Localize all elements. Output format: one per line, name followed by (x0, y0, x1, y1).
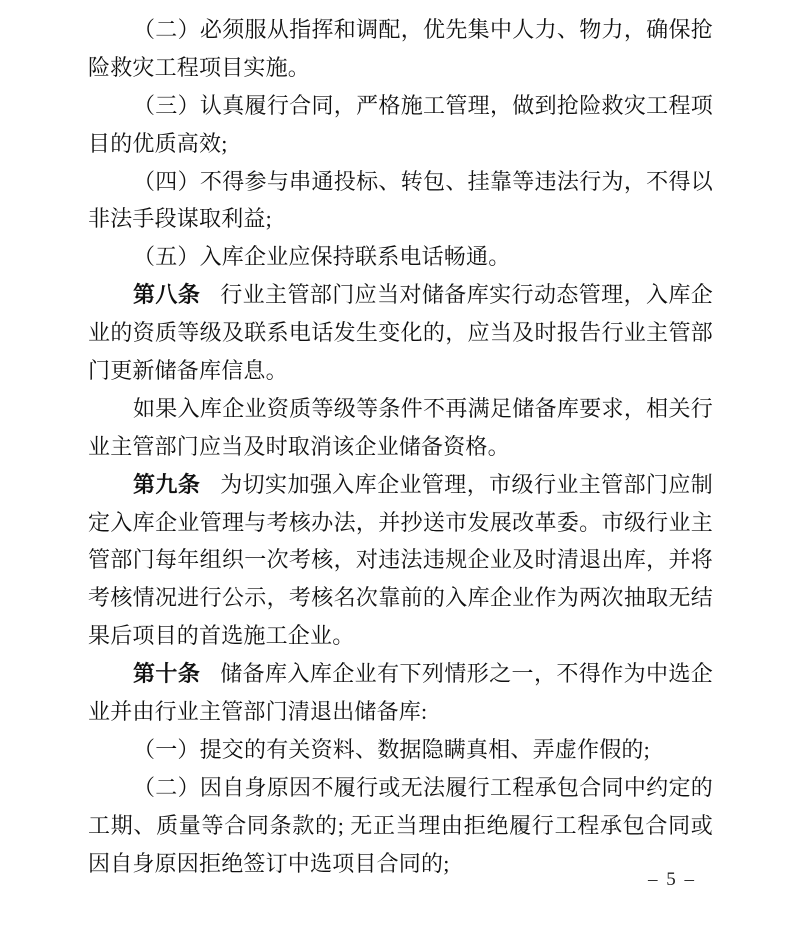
line-text: （五）入库企业应保持联系电话畅通。 (133, 244, 511, 270)
doc-line (88, 125, 713, 163)
line-text: 业并由行业主管部门清退出储备库: (88, 699, 428, 725)
doc-line (88, 731, 713, 769)
doc-line (88, 541, 713, 579)
line-text: 非法手段谋取利益; (88, 206, 272, 232)
doc-line (88, 579, 713, 617)
doc-line (88, 11, 713, 49)
document-body (88, 11, 713, 882)
line-text: 定入库企业管理与考核办法，并抄送市发展改革委。市级行业主 (88, 509, 713, 535)
doc-line (88, 352, 713, 390)
line-text: （四）不得参与串通投标、转包、挂靠等违法行为，不得以 (133, 168, 713, 194)
doc-line (88, 807, 713, 845)
line-text: （二）因自身原因不履行或无法履行工程承包合同中约定的 (133, 774, 713, 800)
line-text: （一）提交的有关资料、数据隐瞒真相、弄虚作假的; (133, 736, 650, 762)
line-text: 业主管部门应当及时取消该企业储备资格。 (88, 433, 510, 459)
line-text: 管部门每年组织一次考核，对违法违规企业及时清退出库，并将 (88, 547, 713, 573)
line-text: 如果入库企业资质等级等条件不再满足储备库要求，相关行 (133, 395, 713, 421)
line-text: 门更新储备库信息。 (88, 358, 288, 384)
doc-line (88, 655, 713, 693)
doc-line (88, 200, 713, 238)
doc-line (88, 845, 713, 883)
line-text: 果后项目的首选施工企业。 (88, 623, 355, 649)
doc-line (88, 163, 713, 201)
article-heading: 第十条 (133, 661, 201, 687)
line-text: 目的优质高效; (88, 130, 228, 156)
doc-line (88, 49, 713, 87)
line-text: （二）必须服从指挥和调配，优先集中人力、物力，确保抢 (133, 17, 713, 42)
line-text: 考核情况进行公示，考核名次靠前的入库企业作为两次抽取无结 (88, 585, 713, 611)
doc-line (88, 428, 713, 466)
doc-line (88, 238, 713, 276)
article-heading: 第九条 (133, 471, 201, 497)
doc-line (88, 466, 713, 504)
line-text: 为切实加强入库企业管理，市级行业主管部门应制 (220, 471, 713, 497)
doc-line (88, 276, 713, 314)
line-text: 工期、质量等合同条款的; 无正当理由拒绝履行工程承包合同或 (88, 812, 713, 838)
line-text: 险救灾工程项目实施。 (88, 54, 311, 80)
line-text: 因自身原因拒绝签订中选项目合同的; (88, 850, 450, 876)
doc-line (88, 693, 713, 731)
doc-line (88, 504, 713, 542)
line-text: 行业主管部门应当对储备库实行动态管理，入库企 (220, 282, 713, 308)
doc-line (88, 314, 713, 352)
article-heading: 第八条 (133, 282, 201, 308)
doc-line (88, 87, 713, 125)
doc-line (88, 769, 713, 807)
doc-line (88, 390, 713, 428)
line-text: 储备库入库企业有下列情形之一，不得作为中选企 (220, 661, 713, 687)
doc-line (88, 617, 713, 655)
line-text: 业的资质等级及联系电话发生变化的，应当及时报告行业主管部 (88, 320, 713, 346)
line-text: （三）认真履行合同，严格施工管理，做到抢险救灾工程项 (133, 92, 713, 118)
page-number: – 5 – (648, 869, 696, 890)
